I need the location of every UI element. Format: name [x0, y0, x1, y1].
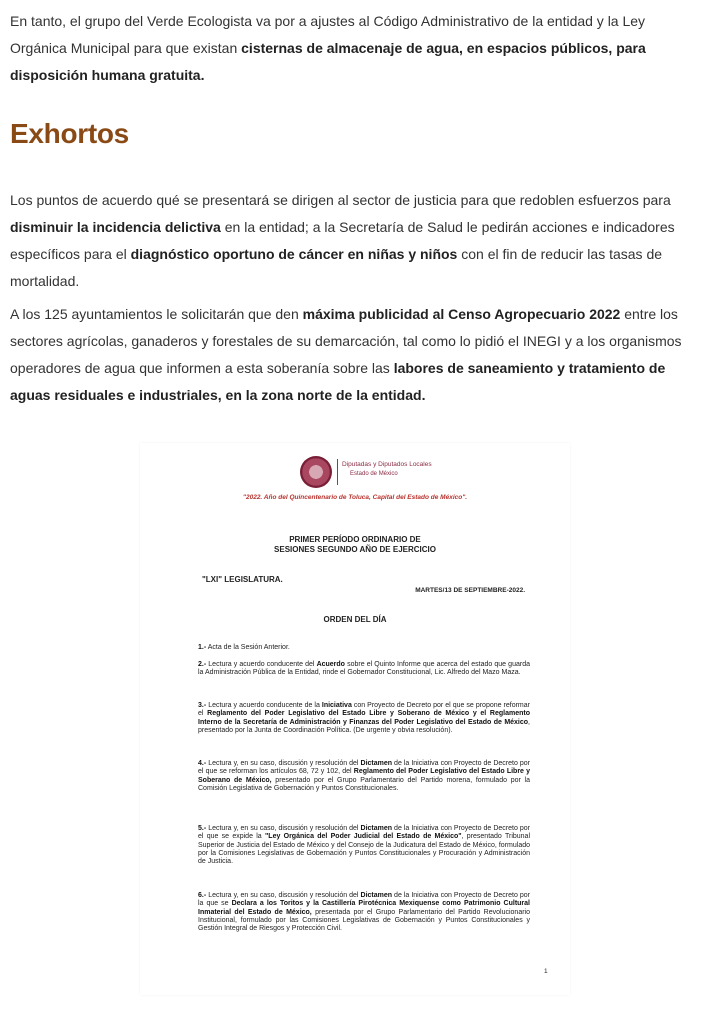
document-org-state: Estado de México	[350, 471, 398, 477]
agenda-item: 4.- Lectura y, en su caso, discusión y resolución del Dictamen de la Iniciativa con Proyecto de Decreto por el que se reforman los artículos 68, 72 y 102, del Reglamento del Poder Legislativo del Estado Libre y Soberano de México, presentado por el Grupo Parlamentario del Partido morena, formulado por la Comisión Legislativa de Gobernación y Puntos Constitucionales.	[198, 760, 531, 792]
paragraph-bold-text: máxima publicidad al Censo Agropecuario 2022	[302, 306, 621, 322]
document-title-line2: SESIONES SEGUNDO AÑO DE EJERCICIO	[274, 545, 436, 554]
document-org-name: Diputadas y Diputados Locales	[342, 461, 432, 468]
paragraph-text: Los puntos de acuerdo qué se presentará se dirigen al sector de justicia para que redoblen esfuerzos para	[10, 192, 671, 208]
congress-logo-icon	[300, 456, 332, 488]
paragraph-text: entre los sectores agrícolas, ganaderos y forestales de su demarcación, tal como lo pidió el INEGI y a los organismos operadores de agua que informen a esta soberanía sobre las	[10, 306, 682, 376]
paragraph-bold-text: labores de saneamiento y tratamiento de aguas residuales e industriales, en la zona norte de la entidad.	[10, 360, 666, 403]
agenda-item: 2.- Lectura y acuerdo conducente del Acuerdo sobre el Quinto Informe que acerca del estado que guarda la Administración Pública de la Entidad, rinde el Gobernador Constitucional, Lic. Alfredo del Mazo Maza.	[198, 661, 530, 677]
document-title-line1: PRIMER PERÍODO ORDINARIO DE	[289, 535, 421, 544]
article-paragraph-cisterns	[10, 8, 700, 89]
agenda-item: 1.- Acta de la Sesión Anterior.	[198, 644, 290, 651]
section-heading: Exhortos	[10, 118, 129, 149]
agenda-item: 6.- Lectura y, en su caso, discusión y resolución del Dictamen de la Iniciativa con Proyecto de Decreto por la que se Declara a los Toritos y la Castillería Pirotécnica Mexiquense como Patrimonio Cultural Inmaterial del Estado de México, presentada por el Grupo Parlamentario del Partido Revolucionario Institucional, formulado por las Comisiones Legislativas de Gobernación y Puntos Constitucionales y Gestión Integral de Riesgos y Protección Civil.	[198, 892, 531, 933]
article-paragraph-agreements	[10, 187, 700, 295]
agenda-document-image	[140, 443, 570, 995]
document-date: MARTES/13 DE SEPTIEMBRE-2022.	[415, 587, 525, 594]
paragraph-text: en la entidad; a la Secretaría de Salud le pedirán acciones e indicadores específicos para el	[10, 219, 675, 262]
paragraph-text: En tanto, el grupo del Verde Ecologista va por a ajustes al Código Administrativo de la entidad y la Ley Orgánica Municipal para que existan	[10, 13, 646, 56]
page-number: 1	[544, 968, 548, 975]
agenda-title: ORDEN DEL DÍA	[323, 615, 387, 624]
paragraph-bold-text: diagnóstico oportuno de cáncer en niñas y niños	[130, 246, 458, 262]
paragraph-text: A los 125 ayuntamientos le solicitarán que den	[10, 306, 303, 322]
logo-divider	[337, 459, 338, 485]
paragraph-text: con el fin de reducir las tasas de mortalidad.	[10, 246, 663, 289]
agenda-item: 5.- Lectura y, en su caso, discusión y resolución del Dictamen de la Iniciativa con Proyecto de Decreto por el que se expide la "Ley Orgánica del Poder Judicial del Estado de México", presentado Tribunal Superior de Justicia del Estado de México y del Consejo de la Judicatura del Estado de México, formulado por la Comisiones Legislativas de Gobernación y Puntos Constitucionales y Procuración y Administración de Justicia.	[198, 825, 531, 866]
paragraph-bold-text: disminuir la incidencia delictiva	[10, 219, 221, 235]
document-legislature: "LXI" LEGISLATURA.	[202, 575, 283, 584]
agenda-item: 3.- Lectura y acuerdo conducente de la Iniciativa con Proyecto de Decreto por el que se propone reformar el Reglamento del Poder Legislativo del Estado Libre y Soberano de México y el Reglamento Interno de la Secretaría de Administración y Finanzas del Poder Legislativo del Estado de México, presentado por la Junta de Coordinación Política. (De urgente y obvia resolución).	[198, 702, 530, 734]
article-paragraph-municipalities	[10, 301, 700, 409]
paragraph-bold-text: cisternas de almacenaje de agua, en espacios públicos, para disposición humana gratuita.	[10, 40, 646, 83]
document-motto: "2022. Año del Quincentenario de Toluca, Capital del Estado de México".	[242, 494, 468, 501]
